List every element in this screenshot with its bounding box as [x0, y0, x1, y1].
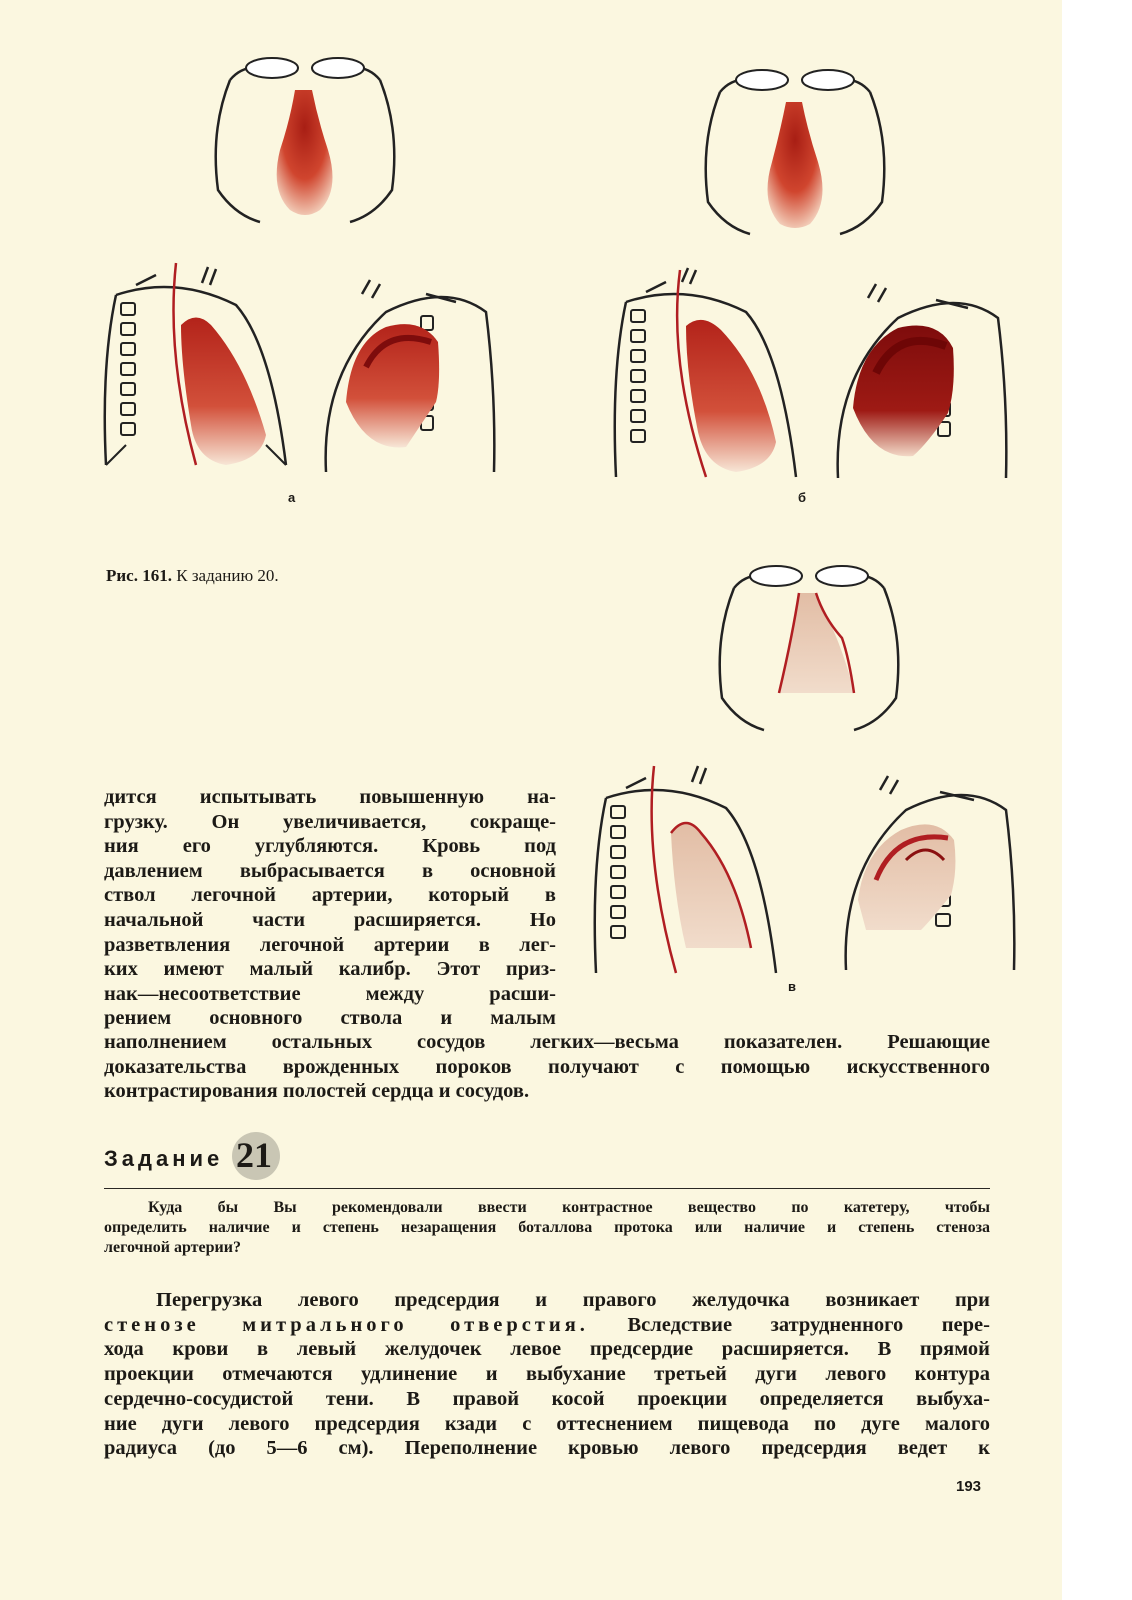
heart-shadow — [671, 823, 751, 948]
emphasized-term: стенозе митрального отверстия. — [104, 1313, 589, 1336]
panel-label-b: б — [798, 490, 807, 505]
paragraph-1-narrow — [104, 785, 556, 1031]
heart-shadow — [686, 320, 776, 472]
figure-a-oblique-right — [96, 255, 296, 485]
text-line: разветвления легочной артерии в лег- — [104, 933, 556, 956]
text-line: хода крови в левый желудочек левое предсердие расширяется. В прямой — [104, 1338, 990, 1361]
page-edge — [1062, 0, 1132, 1600]
figure-c-oblique-left — [826, 770, 1026, 990]
text-line: радиуса (до 5—6 см). Переполнение кровью левого предсердия ведет к — [104, 1437, 990, 1460]
text-line: ния его углубляются. Кровь под — [104, 835, 556, 858]
panel-label-a: а — [288, 490, 296, 505]
task-question — [104, 1198, 990, 1258]
text-line: проекции отмечаются удлинение и выбухание третьей дуги левого контура — [104, 1363, 990, 1386]
figure-a-oblique-left — [306, 272, 506, 492]
text-fragment: Вследствие затрудненного пере- — [588, 1313, 990, 1336]
text-line: давлением выбрасывается в основной — [104, 859, 556, 882]
figure-b-oblique-left — [818, 278, 1018, 498]
figure-c-frontal — [704, 548, 914, 748]
chest-oblique-diagram — [306, 272, 506, 492]
text-line: наполнением остальных сосудов легких—весьма показателен. Решающие — [104, 1031, 990, 1053]
text-line: рением основного ствола и малым — [104, 1007, 556, 1030]
text-line: Куда бы Вы рекомендовали ввести контрастное вещество по катетеру, чтобы — [148, 1199, 990, 1216]
heart-shadow — [181, 318, 266, 466]
figure-caption — [106, 566, 279, 586]
text-line: легочной артерии? — [104, 1239, 241, 1256]
text-line: начальной части расширяется. Но — [104, 908, 556, 931]
caption-label: Рис. 161. — [106, 566, 172, 585]
chest-oblique-diagram — [818, 278, 1018, 498]
paragraph-1-wide — [104, 1030, 990, 1104]
task-number: 21 — [236, 1135, 272, 1175]
page-number: 193 — [956, 1478, 982, 1495]
task-word: Задание — [104, 1146, 224, 1171]
chest-frontal-diagram — [200, 40, 410, 240]
figure-b-frontal — [690, 52, 900, 252]
text-line: доказательства врожденных пороков получают с помощью искусственного — [104, 1055, 990, 1078]
caption-text: К заданию 20. — [171, 566, 279, 585]
text-line: ких имеют малый калибр. Этот приз- — [104, 958, 556, 981]
figure-b-oblique-right — [606, 262, 806, 492]
heart-shadow — [768, 102, 823, 228]
chest-oblique-diagram — [826, 770, 1026, 990]
chest-oblique-diagram — [586, 758, 786, 988]
chest-frontal-diagram — [704, 548, 914, 748]
text-line — [104, 1313, 990, 1338]
text-line: ние дуги левого предсердия кзади с оттеснением пищевода по дуге малого — [104, 1412, 990, 1435]
figure-a-frontal — [200, 40, 410, 240]
text-line: сердечно-сосудистой тени. В правой косой проекции определяется выбуха- — [104, 1387, 990, 1410]
heart-shadow — [277, 90, 333, 215]
panel-label-c: в — [788, 979, 796, 994]
text-line: дится испытывать повышенную на- — [104, 786, 556, 808]
chest-frontal-diagram — [690, 52, 900, 252]
paragraph-2 — [104, 1288, 990, 1461]
figure-c-oblique-right — [586, 758, 786, 988]
text-line: контрастирования полостей сердца и сосудов. — [104, 1080, 530, 1103]
text-line: нак—несоответствие между расши- — [104, 982, 556, 1005]
chest-oblique-diagram — [606, 262, 806, 492]
text-line: определить наличие и степень незаращения боталлова протока или наличие и степень стеноза — [104, 1219, 990, 1236]
text-line: грузку. Он увеличивается, сокраще- — [104, 810, 556, 833]
text-line: ствол легочной артерии, который в — [104, 884, 556, 907]
divider — [104, 1188, 990, 1189]
chest-oblique-diagram — [96, 255, 296, 485]
text-line: Перегрузка левого предсердия и правого желудочка возникает при — [156, 1289, 990, 1311]
